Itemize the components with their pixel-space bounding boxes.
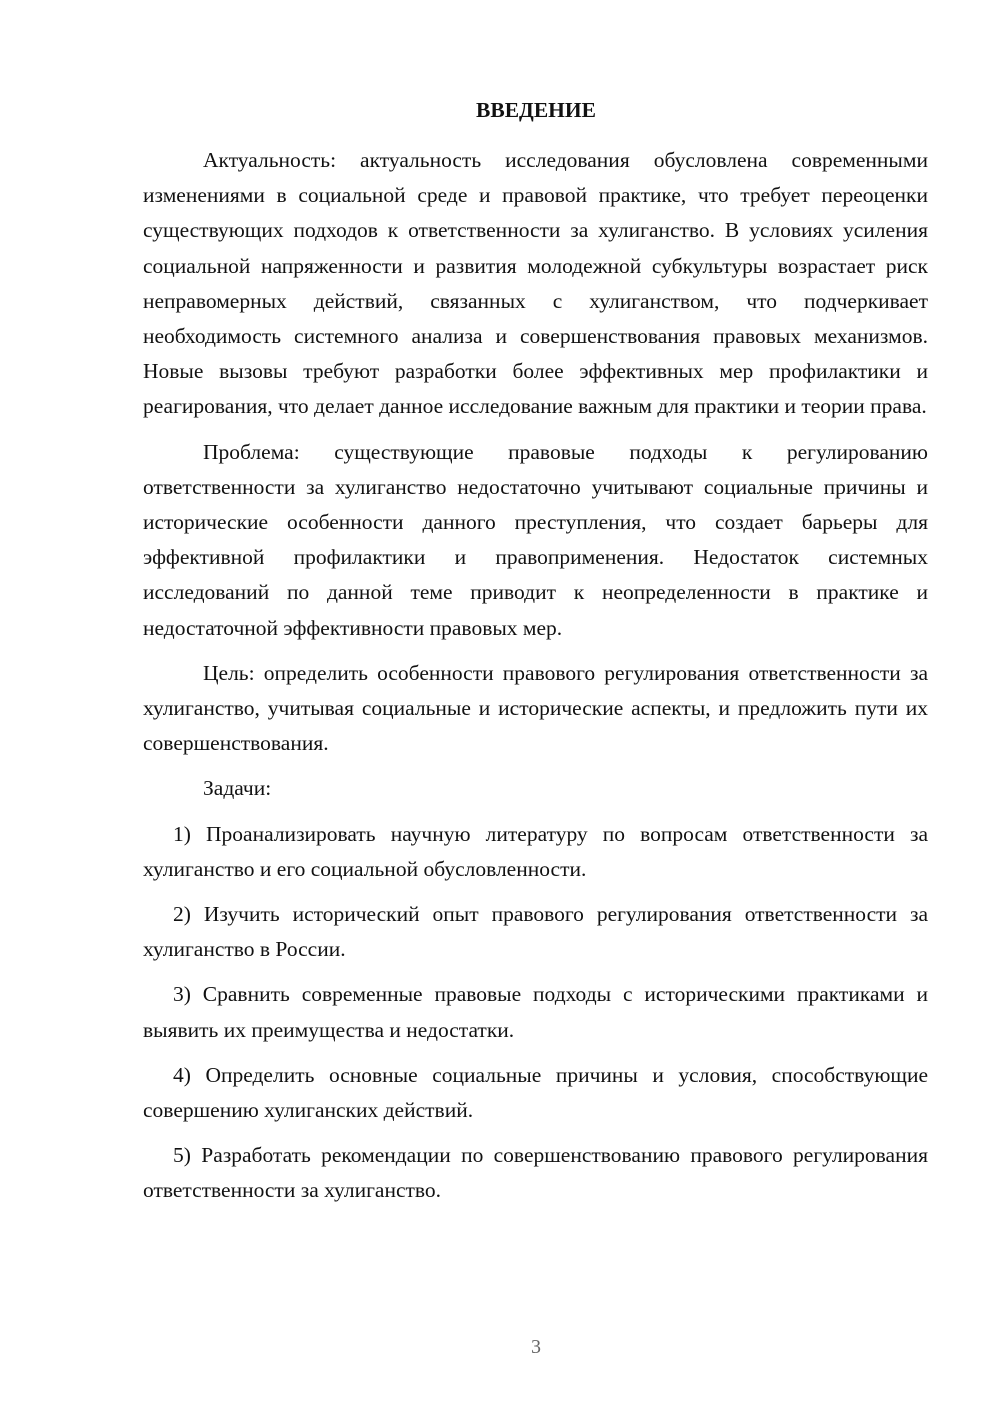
body-text — [143, 143, 928, 1209]
task-item: 2) Изучить исторический опыт правового регулирования ответственности за хулиганство в России. — [143, 902, 928, 962]
task-item: 5) Разработать рекомендации по совершенствованию правового регулирования ответственности за хулиганство. — [143, 1143, 928, 1203]
section-title: ВВЕДЕНИЕ — [476, 98, 596, 122]
task-item: 1) Проанализировать научную литературу по вопросам ответственности за хулиганство и его социальной обусловленности. — [143, 821, 928, 881]
task-item: 4) Определить основные социальные причины и условия, способствующие совершению хулиганских действий. — [143, 1062, 928, 1123]
task-list — [143, 817, 928, 1209]
paragraph-tasks-heading: Задачи: — [203, 776, 272, 801]
page-number: 3 — [531, 1336, 541, 1358]
task-item: 3) Сравнить современные правовые подходы с историческими практиками и выявить их преимущества и недостатки. — [143, 982, 928, 1042]
paragraph-problem: Проблема: существующие правовые подходы к регулированию ответственности за хулиганство недостаточно учитывают социальные причины и исторические особенности данного преступления, что создает барьеры для эффективной профилактики и правоприменения. Недостаток системных исследований по данной теме приводит к неопределенности в практике и недостаточной эффективности правовых мер. — [143, 439, 928, 640]
paragraph-goal: Цель: определить особенности правового регулирования ответственности за хулиганство, учитывая социальные и исторические аспекты, и предложить пути их совершенствования. — [143, 660, 928, 756]
paragraph-relevance: Актуальность: актуальность исследования обусловлена современными изменениями в социальной среде и правовой практике, что требует переоценки существующих подходов к ответственности за хулиганство. В условиях усиления социальной напряженности и развития молодежной субкультуры возрастает риск неправомерных действий, связанных с хулиганством, что подчеркивает необходимость системного анализа и совершенствования правовых механизмов. Новые вызовы требуют разработки более эффективных мер профилактики и реагирования, что делает данное исследование важным для практики и теории права. — [143, 148, 928, 419]
